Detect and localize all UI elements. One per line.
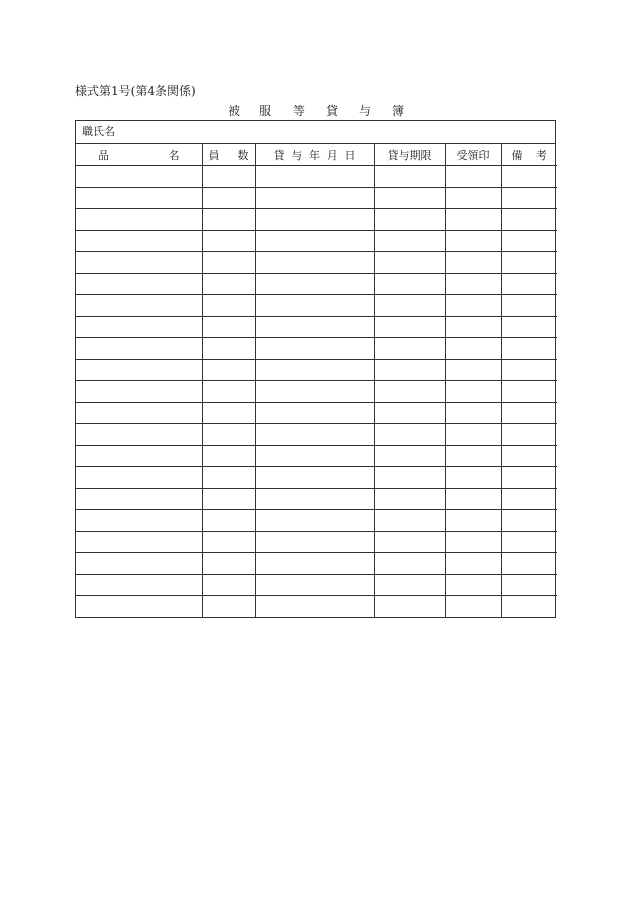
title-char: 与 xyxy=(358,104,371,118)
table-row xyxy=(76,359,557,381)
document-title xyxy=(75,103,556,119)
cell-receipt-seal[interactable] xyxy=(445,596,501,618)
cell-quantity[interactable] xyxy=(202,381,255,403)
cell-quantity[interactable] xyxy=(202,531,255,553)
title-char: 貸 xyxy=(325,104,338,118)
cell-loan-period[interactable] xyxy=(374,187,445,209)
cell-loan-date[interactable] xyxy=(255,381,374,403)
cell-loan-date[interactable] xyxy=(255,252,374,274)
cell-loan-date[interactable] xyxy=(255,359,374,381)
cell-item-name[interactable] xyxy=(76,359,202,381)
cell-loan-period[interactable] xyxy=(374,273,445,295)
cell-loan-period[interactable] xyxy=(374,338,445,360)
table-row xyxy=(76,445,557,467)
cell-remarks[interactable] xyxy=(501,510,557,532)
cell-loan-date[interactable] xyxy=(255,230,374,252)
cell-remarks[interactable] xyxy=(501,273,557,295)
cell-loan-date[interactable] xyxy=(255,338,374,360)
cell-item-name[interactable] xyxy=(76,574,202,596)
cell-loan-period[interactable] xyxy=(374,252,445,274)
name-field-label: 職氏名 xyxy=(82,125,115,138)
cell-loan-date[interactable] xyxy=(255,273,374,295)
cell-quantity[interactable] xyxy=(202,252,255,274)
cell-quantity[interactable] xyxy=(202,209,255,231)
cell-receipt-seal[interactable] xyxy=(445,209,501,231)
cell-receipt-seal[interactable] xyxy=(445,467,501,489)
col-header-quantity: 員 数 xyxy=(202,144,255,166)
cell-remarks[interactable] xyxy=(501,553,557,575)
table-row xyxy=(76,402,557,424)
cell-loan-period[interactable] xyxy=(374,445,445,467)
table-row xyxy=(76,166,557,188)
cell-loan-date[interactable] xyxy=(255,574,374,596)
title-char: 等 xyxy=(292,104,305,118)
cell-loan-period[interactable] xyxy=(374,510,445,532)
loan-register-sheet xyxy=(75,120,556,618)
cell-item-name[interactable] xyxy=(76,295,202,317)
cell-receipt-seal[interactable] xyxy=(445,445,501,467)
cell-quantity[interactable] xyxy=(202,187,255,209)
cell-quantity[interactable] xyxy=(202,488,255,510)
cell-quantity[interactable] xyxy=(202,230,255,252)
cell-loan-date[interactable] xyxy=(255,316,374,338)
table-row xyxy=(76,574,557,596)
cell-quantity[interactable] xyxy=(202,316,255,338)
cell-item-name[interactable] xyxy=(76,230,202,252)
cell-quantity[interactable] xyxy=(202,553,255,575)
table-row xyxy=(76,488,557,510)
cell-item-name[interactable] xyxy=(76,510,202,532)
cell-remarks[interactable] xyxy=(501,445,557,467)
table-row xyxy=(76,467,557,489)
cell-loan-period[interactable] xyxy=(374,531,445,553)
cell-loan-date[interactable] xyxy=(255,295,374,317)
cell-loan-date[interactable] xyxy=(255,424,374,446)
cell-remarks[interactable] xyxy=(501,574,557,596)
cell-remarks[interactable] xyxy=(501,488,557,510)
table-row xyxy=(76,381,557,403)
cell-loan-date[interactable] xyxy=(255,596,374,618)
cell-loan-period[interactable] xyxy=(374,488,445,510)
cell-receipt-seal[interactable] xyxy=(445,338,501,360)
cell-remarks[interactable] xyxy=(501,381,557,403)
cell-remarks[interactable] xyxy=(501,316,557,338)
cell-quantity[interactable] xyxy=(202,166,255,188)
col-header-receipt-seal: 受領印 xyxy=(445,144,501,166)
cell-remarks[interactable] xyxy=(501,596,557,618)
cell-receipt-seal[interactable] xyxy=(445,510,501,532)
cell-remarks[interactable] xyxy=(501,402,557,424)
cell-loan-period[interactable] xyxy=(374,316,445,338)
table-row xyxy=(76,209,557,231)
cell-receipt-seal[interactable] xyxy=(445,553,501,575)
cell-quantity[interactable] xyxy=(202,574,255,596)
cell-remarks[interactable] xyxy=(501,209,557,231)
cell-remarks[interactable] xyxy=(501,424,557,446)
cell-quantity[interactable] xyxy=(202,596,255,618)
cell-item-name[interactable] xyxy=(76,488,202,510)
cell-loan-date[interactable] xyxy=(255,209,374,231)
cell-loan-period[interactable] xyxy=(374,402,445,424)
cell-loan-period[interactable] xyxy=(374,230,445,252)
cell-remarks[interactable] xyxy=(501,166,557,188)
col-header-item-name: 品 名 xyxy=(76,144,202,166)
cell-receipt-seal[interactable] xyxy=(445,381,501,403)
cell-item-name[interactable] xyxy=(76,531,202,553)
cell-remarks[interactable] xyxy=(501,187,557,209)
cell-loan-period[interactable] xyxy=(374,166,445,188)
cell-receipt-seal[interactable] xyxy=(445,574,501,596)
cell-loan-date[interactable] xyxy=(255,445,374,467)
cell-loan-date[interactable] xyxy=(255,166,374,188)
cell-quantity[interactable] xyxy=(202,467,255,489)
col-header-loan-date: 貸 与 年 月 日 xyxy=(255,144,374,166)
table-row xyxy=(76,252,557,274)
cell-receipt-seal[interactable] xyxy=(445,295,501,317)
cell-item-name[interactable] xyxy=(76,424,202,446)
cell-receipt-seal[interactable] xyxy=(445,273,501,295)
cell-loan-period[interactable] xyxy=(374,574,445,596)
table-header-row xyxy=(76,144,557,166)
table-row xyxy=(76,510,557,532)
table-row xyxy=(76,187,557,209)
cell-loan-date[interactable] xyxy=(255,510,374,532)
table-row xyxy=(76,596,557,618)
cell-receipt-seal[interactable] xyxy=(445,252,501,274)
cell-item-name[interactable] xyxy=(76,381,202,403)
table-row xyxy=(76,424,557,446)
table-row xyxy=(76,338,557,360)
cell-quantity[interactable] xyxy=(202,445,255,467)
cell-item-name[interactable] xyxy=(76,273,202,295)
cell-item-name[interactable] xyxy=(76,402,202,424)
cell-loan-period[interactable] xyxy=(374,209,445,231)
cell-remarks[interactable] xyxy=(501,531,557,553)
cell-receipt-seal[interactable] xyxy=(445,316,501,338)
cell-item-name[interactable] xyxy=(76,467,202,489)
cell-quantity[interactable] xyxy=(202,424,255,446)
table-body xyxy=(76,166,557,618)
cell-item-name[interactable] xyxy=(76,187,202,209)
cell-loan-date[interactable] xyxy=(255,402,374,424)
cell-item-name[interactable] xyxy=(76,316,202,338)
cell-remarks[interactable] xyxy=(501,338,557,360)
cell-quantity[interactable] xyxy=(202,359,255,381)
cell-loan-date[interactable] xyxy=(255,488,374,510)
cell-loan-period[interactable] xyxy=(374,359,445,381)
cell-remarks[interactable] xyxy=(501,295,557,317)
cell-loan-period[interactable] xyxy=(374,424,445,446)
cell-item-name[interactable] xyxy=(76,596,202,618)
cell-receipt-seal[interactable] xyxy=(445,359,501,381)
title-char: 被 xyxy=(227,104,240,118)
cell-loan-period[interactable] xyxy=(374,381,445,403)
cell-item-name[interactable] xyxy=(76,252,202,274)
table-row xyxy=(76,230,557,252)
name-field[interactable] xyxy=(76,121,555,144)
col-header-loan-period: 貸与期限 xyxy=(374,144,445,166)
form-number-label: 様式第1号(第4条関係) xyxy=(75,84,196,98)
cell-receipt-seal[interactable] xyxy=(445,230,501,252)
cell-receipt-seal[interactable] xyxy=(445,402,501,424)
cell-quantity[interactable] xyxy=(202,273,255,295)
cell-loan-period[interactable] xyxy=(374,553,445,575)
cell-loan-date[interactable] xyxy=(255,187,374,209)
title-char: 簿 xyxy=(391,104,404,118)
table-row xyxy=(76,553,557,575)
table-row xyxy=(76,316,557,338)
cell-quantity[interactable] xyxy=(202,402,255,424)
cell-remarks[interactable] xyxy=(501,359,557,381)
table-row xyxy=(76,295,557,317)
cell-loan-period[interactable] xyxy=(374,467,445,489)
loan-register-table xyxy=(76,144,557,617)
cell-item-name[interactable] xyxy=(76,338,202,360)
title-char: 服 xyxy=(258,104,271,118)
cell-item-name[interactable] xyxy=(76,445,202,467)
cell-item-name[interactable] xyxy=(76,553,202,575)
cell-loan-period[interactable] xyxy=(374,295,445,317)
cell-quantity[interactable] xyxy=(202,295,255,317)
cell-receipt-seal[interactable] xyxy=(445,424,501,446)
cell-receipt-seal[interactable] xyxy=(445,187,501,209)
table-row xyxy=(76,273,557,295)
col-header-remarks: 備 考 xyxy=(501,144,557,166)
cell-remarks[interactable] xyxy=(501,230,557,252)
cell-receipt-seal[interactable] xyxy=(445,488,501,510)
cell-loan-date[interactable] xyxy=(255,553,374,575)
cell-item-name[interactable] xyxy=(76,166,202,188)
table-row xyxy=(76,531,557,553)
cell-receipt-seal[interactable] xyxy=(445,531,501,553)
cell-loan-period[interactable] xyxy=(374,596,445,618)
cell-quantity[interactable] xyxy=(202,510,255,532)
cell-receipt-seal[interactable] xyxy=(445,166,501,188)
cell-loan-date[interactable] xyxy=(255,467,374,489)
cell-loan-date[interactable] xyxy=(255,531,374,553)
cell-remarks[interactable] xyxy=(501,252,557,274)
cell-item-name[interactable] xyxy=(76,209,202,231)
cell-quantity[interactable] xyxy=(202,338,255,360)
cell-remarks[interactable] xyxy=(501,467,557,489)
